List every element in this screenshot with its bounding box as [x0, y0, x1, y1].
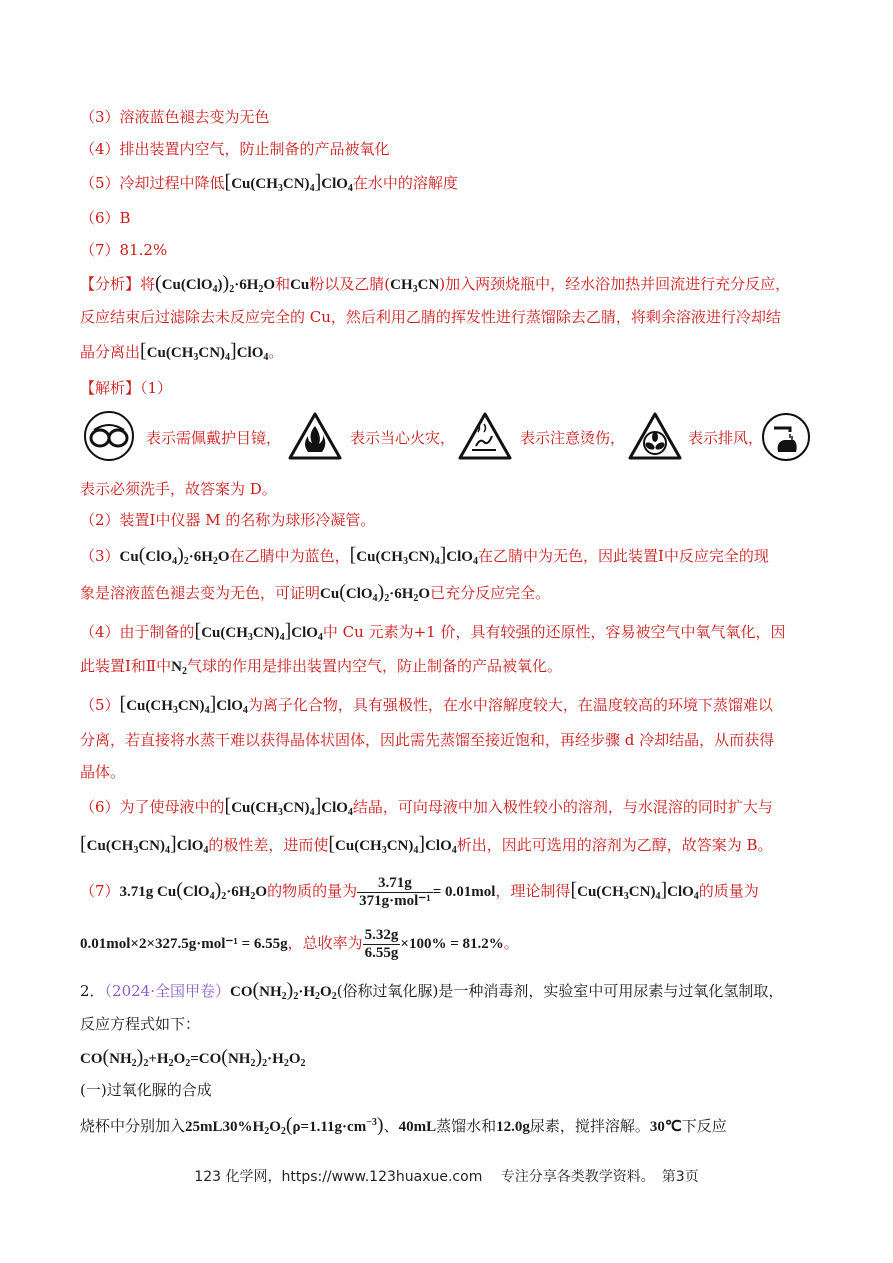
explain-text: 的物质的量为: [267, 882, 358, 900]
answer-7: （7）81.2%: [80, 241, 168, 259]
explain-text: 已充分反应完全。: [430, 584, 551, 602]
analysis-tag: 【分析】: [80, 275, 141, 293]
formula-cu-salt: $Cu(ClO_4)_2\cdot 6H_2O$: [119, 544, 230, 567]
explain-text: （3）: [80, 547, 120, 565]
explain-part5-line3: 晶体。: [80, 763, 126, 781]
explain-part3-line1: [80, 544, 769, 573]
explain-text: （7）: [80, 882, 120, 900]
explain-tag: 【解析】: [80, 379, 141, 397]
analysis-line-1: [80, 272, 790, 301]
analysis-text: 晶分离出: [80, 343, 141, 361]
answer-4: （4）排出装置内空气，防止制备的产品被氧化: [80, 140, 390, 158]
explain-text: 结晶，可向母液中加入极性较小的溶剂，与水混溶的同时扩大与: [352, 798, 773, 816]
explain-text: 。: [503, 934, 519, 952]
explain-text: 气球的作用是排出装置内空气，防止制备的产品被氧化。: [186, 657, 562, 675]
question-text: 蒸馏水和: [436, 1117, 497, 1135]
explain-part5-line1: [80, 693, 773, 722]
goggles-icon: [80, 410, 138, 462]
question-2-line5: [80, 1112, 727, 1143]
analysis-text: 和: [275, 275, 291, 293]
question-text: 下反应: [681, 1117, 727, 1135]
page-footer: 123 化学网，https://www.123huaxue.com 专注分享各类教学资料。 第3页: [194, 1169, 699, 1185]
explain-text: 在乙腈中为蓝色，: [229, 547, 350, 565]
formula-urea-peroxide: $CO(NH_2)_2\cdot H_2O_2$: [230, 979, 337, 1002]
formula-cu-complex: $[Cu(CH_3CN)_4]ClO_4$: [328, 833, 457, 856]
formula-cu-complex: $[Cu(CH_3CN)_4]ClO_4$: [80, 833, 209, 856]
formula-cu-salt: $Cu(ClO_4)_2\cdot 6H_2O$: [320, 581, 431, 604]
formula-cu-complex: $[Cu(CH_3CN)_4]ClO_4$: [140, 340, 269, 363]
explain-part7-line1: [80, 872, 759, 915]
explain-part2: （2）装置Ⅰ中仪器 M 的名称为球形冷凝管。: [80, 511, 376, 529]
answer-5: [80, 171, 458, 200]
question-source: （2024·全国甲卷）: [104, 982, 230, 1000]
reaction-equation: $CO(NH_2)_2+H_2O_2=CO(NH_2)_2\cdot H_2O_2$: [80, 1046, 306, 1069]
formula-cu-complex: $[Cu(CH_3CN)_4]ClO_4$: [194, 620, 323, 643]
question-2-line1: [80, 979, 783, 1008]
formula-h2o2: $25mL30\%H_2O_2(\rho=1.11g\cdot cm^{-3})$: [185, 1114, 384, 1137]
explain-text: 析出，因此可选用的溶剂为乙醇，故答案为 B。: [456, 836, 773, 854]
analysis-text: 粉以及乙腈(: [309, 275, 391, 293]
fraction-result: ×100% = 81.2%: [400, 936, 504, 952]
explain-text: 的极性差，进而使: [208, 836, 329, 854]
value-mass: 12.0g: [496, 1119, 530, 1135]
explain-text: 在乙腈中为无色，因此装置Ⅰ中反应完全的现: [477, 547, 769, 565]
formula-cu-salt: $(Cu(ClO_4))_2\cdot 6H_2O$: [155, 272, 276, 295]
explain-text: ，理论制得: [495, 882, 571, 900]
fraction-yield: [363, 927, 401, 962]
formula-cu-complex: $[Cu(CH_3CN)_4]ClO_4$: [119, 693, 248, 716]
explain-text: （6）为了使母液中的: [80, 798, 225, 816]
explain-part5-line2: 分离，若直接将水蒸干难以获得晶体状固体，因此需先蒸馏至接近饱和，再经步骤 d 冷却结晶，从而获得: [80, 731, 775, 749]
explain-part4-line1: [80, 620, 785, 649]
question-2-line2: 反应方程式如下：: [80, 1015, 201, 1033]
formula-mass: 3.71g $Cu(ClO_4)_2\cdot 6H_2O$: [119, 879, 268, 902]
ventilation-icon: [626, 410, 684, 462]
formula-cu: Cu: [290, 277, 310, 293]
formula-n2: $N_2$: [171, 659, 187, 677]
question-number: 2．: [80, 982, 105, 1000]
value-volume: 40mL: [398, 1119, 437, 1135]
explain-part6-line2: [80, 833, 773, 862]
explain-text: 的质量为: [698, 882, 759, 900]
formula-ch3cn: $CH_3CN$: [390, 277, 440, 295]
hand-wash-icon: [760, 412, 812, 462]
explain-part4-line2: [80, 655, 562, 683]
formula-cu-complex: $[Cu(CH_3CN)_4]ClO_4$: [224, 171, 353, 194]
answer-6: （6）B: [80, 209, 131, 227]
symbol-text-5: 表示必须洗手，故答案为 D。: [80, 480, 277, 498]
formula-cu-complex: $[Cu(CH_3CN)_4]ClO_4$: [349, 544, 478, 567]
answer-5-tail: 在水中的溶解度: [352, 174, 458, 192]
explain-text: 此装置Ⅰ和Ⅱ中: [80, 657, 172, 675]
fraction-result: = 0.01mol: [432, 884, 496, 900]
calc-theoretical-mass: 0.01mol×2×327.5g·mol⁻¹ = 6.55g: [80, 936, 288, 952]
explain-part7-line2: [80, 925, 519, 962]
answer-3: （3）溶液蓝色褪去变为无色: [80, 108, 270, 126]
analysis-text: )加入两颈烧瓶中，经水浴加热并回流进行充分反应，: [439, 275, 791, 293]
formula-cu-complex: $[Cu(CH_3CN)_4]ClO_4$: [570, 879, 699, 902]
analysis-line-3: [80, 340, 283, 369]
symbol-text-4: 表示排风，: [688, 429, 764, 447]
fraction-numerator: 3.71g: [357, 875, 433, 893]
analysis-line-2: 反应结束后过滤除去未反应完全的 Cu，然后利用乙腈的挥发性进行蒸馏除去乙腈，将剩余溶液进行冷却结: [80, 308, 781, 326]
explain-text: 为离子化合物，具有强极性，在水中溶解度较大，在温度较高的环境下蒸馏难以: [247, 696, 773, 714]
formula-cu-complex: $[Cu(CH_3CN)_4]ClO_4$: [224, 795, 353, 818]
symbol-text-2: 表示当心火灾，: [350, 429, 456, 447]
explain-part3-line2: [80, 581, 550, 610]
question-text: 烧杯中分别加入: [80, 1117, 186, 1135]
fire-warning-icon: [286, 410, 344, 462]
explain-text: ，总收率为: [287, 934, 363, 952]
explain-part1: （1）: [140, 379, 173, 397]
question-text: 尿素，搅拌溶解。: [529, 1117, 650, 1135]
section-heading: (一)过氧化脲的合成: [80, 1081, 212, 1099]
explain-text: （4）由于制备的: [80, 623, 195, 641]
question-text: 、: [383, 1117, 399, 1135]
fraction-denominator: 371g·mol⁻¹: [359, 892, 431, 909]
analysis-text: 将: [140, 275, 156, 293]
fraction-moles: [357, 875, 433, 910]
question-text: (俗称过氧化脲)是一种消毒剂，实验室中可用尿素与过氧化氢制取，: [336, 982, 784, 1000]
explain-part6-line1: [80, 795, 773, 824]
symbol-text-3: 表示注意烫伤，: [520, 429, 626, 447]
answer-5-text: （5）冷却过程中降低: [80, 174, 225, 192]
fraction-denominator: 6.55g: [364, 944, 399, 961]
explain-head: [80, 377, 172, 399]
explain-text: 象是溶液蓝色褪去变为无色，可证明: [80, 584, 321, 602]
analysis-text: 。: [268, 343, 284, 361]
value-temperature: 30℃: [649, 1119, 682, 1135]
hot-surface-icon: [456, 410, 514, 462]
fraction-numerator: 5.32g: [364, 926, 399, 943]
symbol-text-1: 表示需佩戴护目镜，: [146, 429, 282, 447]
explain-text: （5）: [80, 696, 120, 714]
explain-text: 中 Cu 元素为+1 价，具有较强的还原性，容易被空气中氧气氧化，因: [322, 623, 786, 641]
